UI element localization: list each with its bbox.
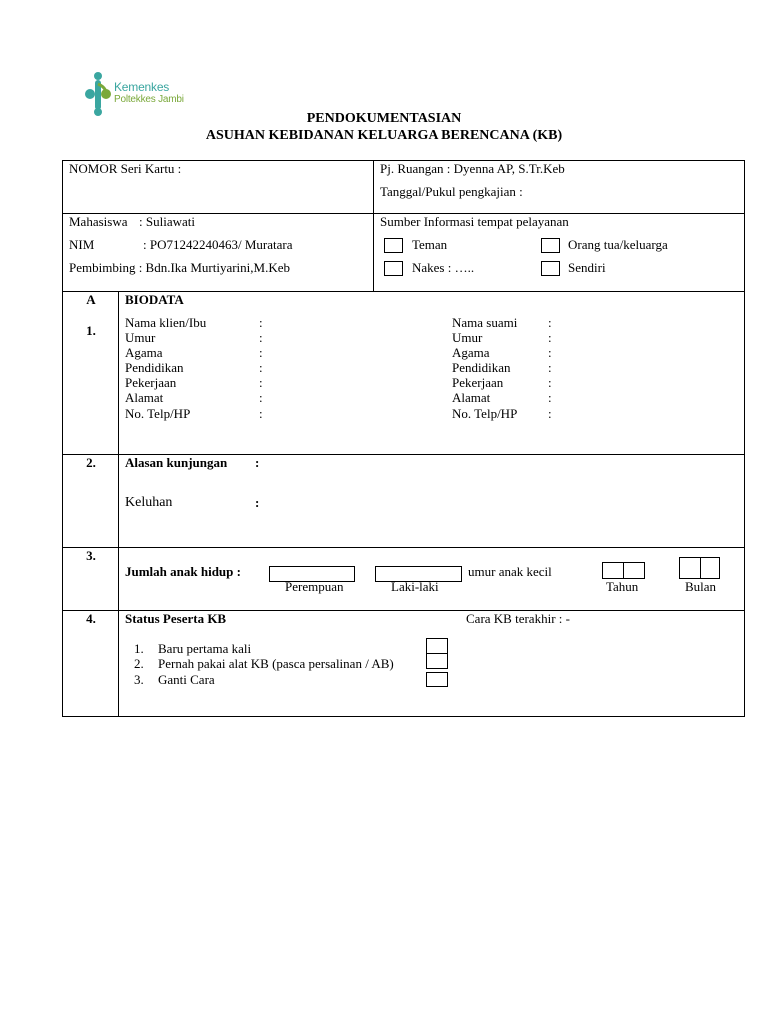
colon: : <box>259 406 263 421</box>
wife-phone-label: No. Telp/HP <box>125 406 191 421</box>
nim-value: : PO71242240463/ Muratara <box>143 237 293 252</box>
colon: : <box>548 390 552 405</box>
kunjungan-number-cell <box>63 455 119 548</box>
orangtua-label: Orang tua/keluarga <box>568 237 668 252</box>
kb-item-number: 2. <box>134 656 144 671</box>
wife-name-label: Nama klien/Ibu <box>125 315 207 330</box>
keluhan-label: Keluhan <box>125 495 173 510</box>
anak-number-cell <box>63 548 119 611</box>
colon: : <box>548 375 552 390</box>
bulan-label: Bulan <box>685 579 717 594</box>
wife-age-label: Umur <box>125 330 156 345</box>
biodata-number-cell <box>63 292 119 455</box>
wife-job-label: Pekerjaan <box>125 375 177 390</box>
nim-label: NIM <box>69 237 95 252</box>
husband-job-label: Pekerjaan <box>452 375 504 390</box>
document-title: PENDOKUMENTASIAN <box>306 111 462 126</box>
colon: : <box>259 345 263 360</box>
mahasiswa-label: Mahasiswa <box>69 214 128 229</box>
umur-kecil-label: umur anak kecil <box>468 564 552 579</box>
kb-item-pernah: Pernah pakai alat KB (pasca persalinan / AB) <box>158 656 394 671</box>
tahun-digit2-input[interactable] <box>623 562 645 579</box>
husband-name-label: Nama suami <box>452 315 518 330</box>
perempuan-label: Perempuan <box>285 579 344 594</box>
kunjungan-cell <box>119 455 745 548</box>
status-kb-label: Status Peserta KB <box>125 611 227 626</box>
colon: : <box>548 330 552 345</box>
kb-item-baru: Baru pertama kali <box>158 641 252 656</box>
kb-cell <box>119 611 745 717</box>
colon: : <box>255 495 260 510</box>
sumber-info-cell <box>374 214 745 292</box>
pj-ruangan: Pj. Ruangan : Dyenna AP, S.Tr.Keb <box>380 161 565 176</box>
colon: : <box>259 375 263 390</box>
teman-checkbox[interactable] <box>384 238 403 253</box>
alasan-label: Alasan kunjungan <box>125 455 228 470</box>
tahun-label: Tahun <box>606 579 639 594</box>
kb-item-ganti: Ganti Cara <box>158 672 215 687</box>
anak-cell <box>119 548 745 611</box>
colon: : <box>548 406 552 421</box>
cara-kb-label: Cara KB terakhir : - <box>466 611 570 626</box>
sumber-label: Sumber Informasi tempat pelayanan <box>380 214 569 229</box>
assessment-form <box>62 160 745 717</box>
orangtua-checkbox[interactable] <box>541 238 560 253</box>
husband-education-label: Pendidikan <box>452 360 511 375</box>
pj-ruangan-cell <box>374 161 745 214</box>
pernah-checkbox[interactable] <box>426 653 448 669</box>
kb-number: 4. <box>86 611 96 626</box>
kunjungan-number: 2. <box>86 455 96 470</box>
colon: : <box>259 330 263 345</box>
bulan-digit1-input[interactable] <box>679 557 701 579</box>
tanggal-pengkajian: Tanggal/Pukul pengkajian : <box>380 184 523 199</box>
biodata-number: 1. <box>86 323 96 338</box>
tahun-digit1-input[interactable] <box>602 562 624 579</box>
teman-label: Teman <box>412 237 448 252</box>
ganti-checkbox[interactable] <box>426 672 448 687</box>
colon: : <box>255 455 260 470</box>
wife-address-label: Alamat <box>125 390 164 405</box>
colon: : <box>259 390 263 405</box>
biodata-cell <box>119 292 745 455</box>
husband-phone-label: No. Telp/HP <box>452 406 518 421</box>
nomor-seri-label: NOMOR Seri Kartu : <box>69 161 182 176</box>
student-info-cell <box>63 214 374 292</box>
anak-number: 3. <box>86 548 96 563</box>
wife-education-label: Pendidikan <box>125 360 184 375</box>
colon: : <box>259 315 263 330</box>
husband-age-label: Umur <box>452 330 483 345</box>
logo-line2: Poltekkes Jambi <box>114 94 184 105</box>
nakes-checkbox[interactable] <box>384 261 403 276</box>
biodata-title: BIODATA <box>125 292 184 307</box>
kb-item-number: 1. <box>134 641 144 656</box>
mahasiswa-value: : Suliawati <box>139 214 195 229</box>
colon: : <box>259 360 263 375</box>
colon: : <box>548 345 552 360</box>
husband-address-label: Alamat <box>452 390 491 405</box>
colon: : <box>548 315 552 330</box>
logo-line1: Kemenkes <box>114 80 170 94</box>
kb-number-cell <box>63 611 119 717</box>
bulan-digit2-input[interactable] <box>700 557 720 579</box>
husband-religion-label: Agama <box>452 345 490 360</box>
section-letter: A <box>86 292 96 307</box>
laki-label: Laki-laki <box>391 579 439 594</box>
sendiri-label: Sendiri <box>568 260 606 275</box>
wife-religion-label: Agama <box>125 345 163 360</box>
pembimbing: Pembimbing : Bdn.Ika Murtiyarini,M.Keb <box>69 260 290 275</box>
kb-item-number: 3. <box>134 672 144 687</box>
colon: : <box>548 360 552 375</box>
baru-checkbox[interactable] <box>426 638 448 654</box>
sendiri-checkbox[interactable] <box>541 261 560 276</box>
document-subtitle: ASUHAN KEBIDANAN KELUARGA BERENCANA (KB) <box>205 128 563 143</box>
jumlah-anak-label: Jumlah anak hidup : <box>125 564 241 579</box>
nakes-label: Nakes : ….. <box>412 260 475 275</box>
nomor-seri-cell <box>63 161 374 214</box>
